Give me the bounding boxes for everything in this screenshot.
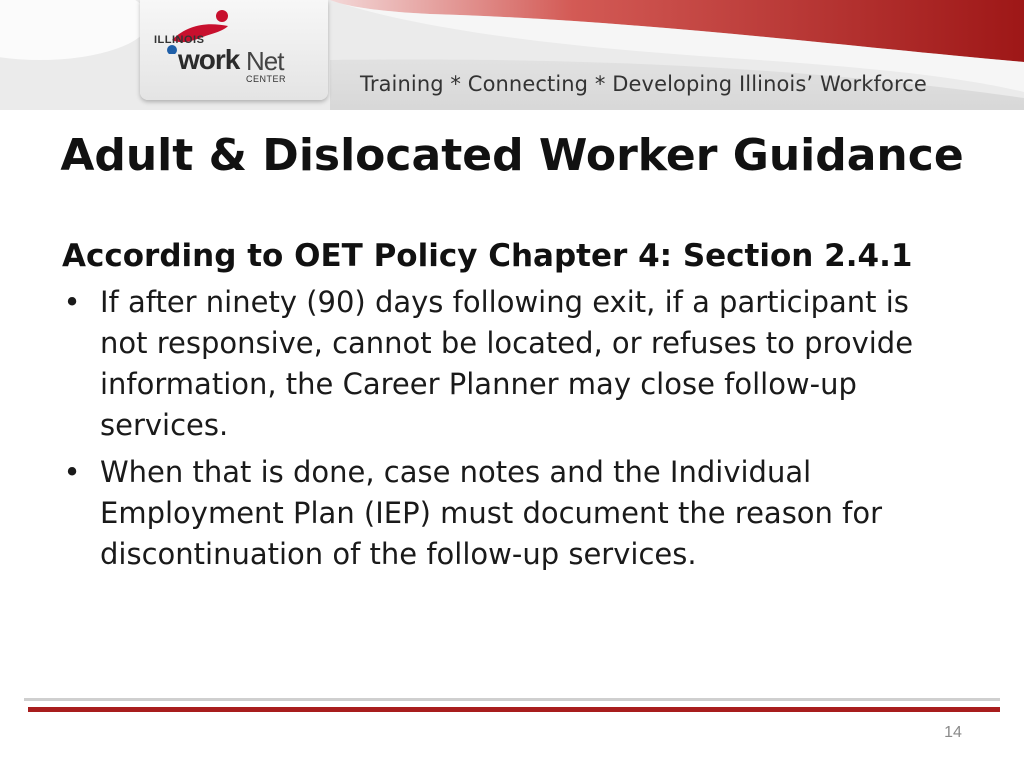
bullet-marker: •: [63, 285, 81, 319]
logo-center-text: CENTER: [246, 74, 287, 84]
slide-subheading: According to OET Policy Chapter 4: Section 2.4.1: [62, 238, 913, 274]
illinois-worknet-logo: [140, 0, 328, 100]
bullet-list: [62, 282, 962, 575]
slide-title: Adult & Dislocated Worker Guidance: [60, 130, 964, 181]
bullet-item: [62, 452, 962, 575]
header-tagline: Training * Connecting * Developing Illinois’ Workforce: [360, 72, 927, 96]
bullet-text: If after ninety (90) days following exit, if a participant is not responsive, cannot be located, or refuses to provide information, the Career Planner may close follow-up services.: [100, 285, 914, 442]
bullet-text: When that is done, case notes and the Individual Employment Plan (IEP) must document the reason for discontinuation of the follow-up services.: [100, 455, 883, 571]
footer-divider-gray: [24, 698, 1000, 701]
logo-work-text: work: [178, 44, 240, 75]
logo-state-text: ILLINOIS: [154, 34, 205, 46]
page-number: 14: [944, 724, 962, 741]
header-banner: [0, 0, 1024, 110]
footer-divider-red: [28, 707, 1000, 712]
bullet-item: [62, 282, 962, 446]
slide-body: [62, 236, 962, 581]
bullet-marker: •: [63, 455, 81, 489]
logo-net-text: Net: [246, 46, 284, 76]
